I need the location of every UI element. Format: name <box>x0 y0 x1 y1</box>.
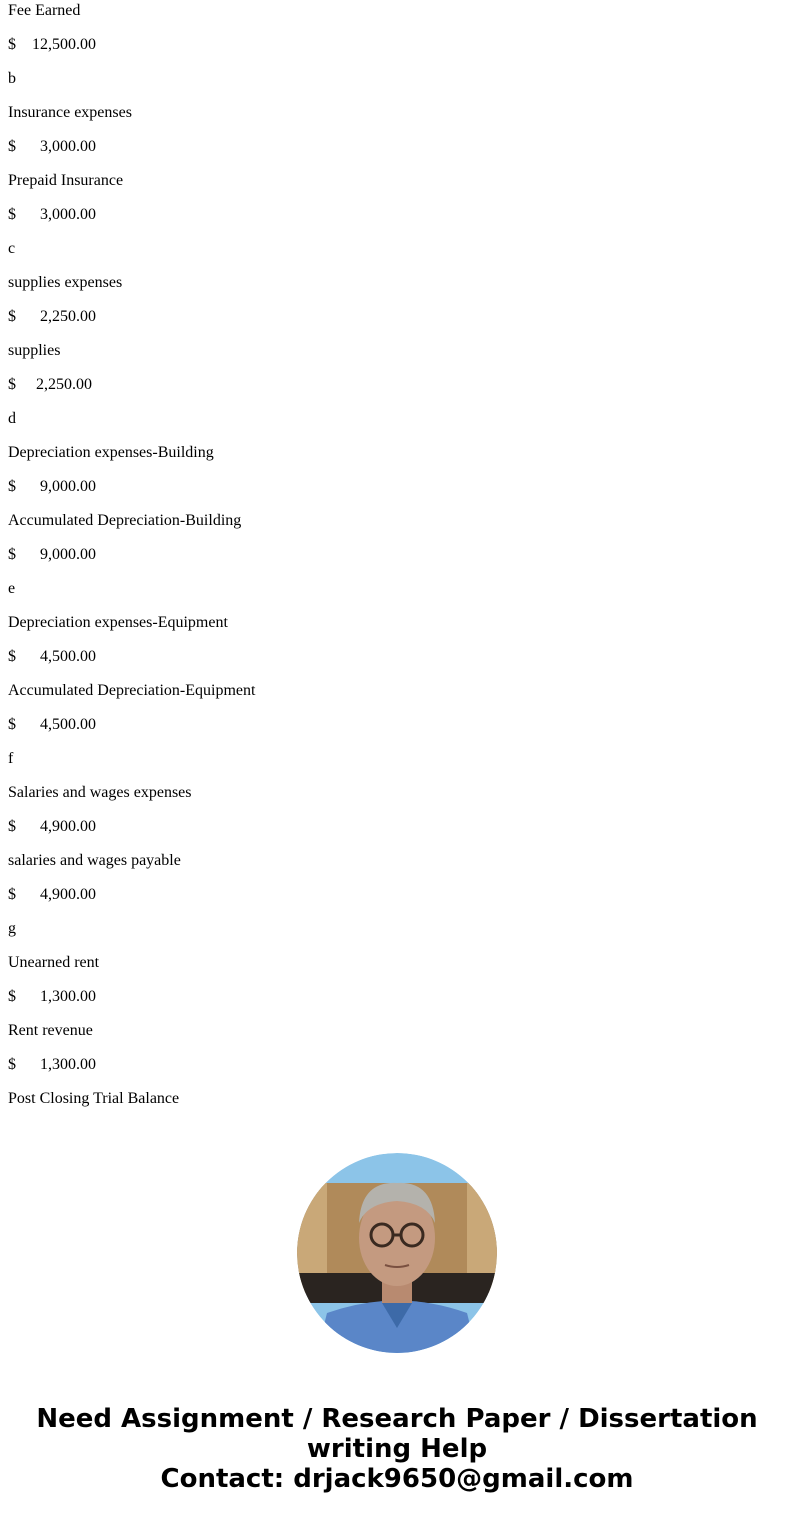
amount-line: $ 2,250.00 <box>8 376 92 393</box>
account-line: Accumulated Depreciation-Building <box>8 512 242 529</box>
entry-letter: g <box>8 920 16 937</box>
entry-letter: e <box>8 580 16 597</box>
entry-letter: f <box>8 750 14 767</box>
account-line: Salaries and wages expenses <box>8 784 192 801</box>
promo-line: Need Assignment / Research Paper / Dissertation <box>36 1404 758 1434</box>
section-heading: Post Closing Trial Balance <box>8 1090 180 1107</box>
amount-line: $ 4,900.00 <box>8 818 96 835</box>
account-line: supplies expenses <box>8 274 123 291</box>
journal-entries <box>8 0 788 1122</box>
account-line: Fee Earned <box>8 2 81 19</box>
amount-line: $ 9,000.00 <box>8 478 96 495</box>
account-line: Prepaid Insurance <box>8 172 124 189</box>
account-line: supplies <box>8 342 61 359</box>
contact-banner <box>0 1404 794 1494</box>
amount-line: $ 9,000.00 <box>8 546 96 563</box>
entry-letter: d <box>8 410 16 427</box>
account-line: Accumulated Depreciation-Equipment <box>8 682 256 699</box>
entry-letter: c <box>8 240 16 257</box>
amount-line: $ 4,500.00 <box>8 648 96 665</box>
author-photo <box>297 1153 497 1353</box>
contact-email[interactable]: Contact: drjack9650@gmail.com <box>160 1464 634 1494</box>
amount-line: $ 12,500.00 <box>8 36 96 53</box>
promo-line: writing Help <box>306 1434 488 1464</box>
amount-line: $ 4,500.00 <box>8 716 96 733</box>
amount-line: $ 1,300.00 <box>8 988 96 1005</box>
account-line: Insurance expenses <box>8 104 132 121</box>
amount-line: $ 2,250.00 <box>8 308 96 325</box>
amount-line: $ 1,300.00 <box>8 1056 96 1073</box>
account-line: Unearned rent <box>8 954 100 971</box>
account-line: Depreciation expenses-Building <box>8 444 214 461</box>
account-line: Depreciation expenses-Equipment <box>8 614 228 631</box>
account-line: Rent revenue <box>8 1022 93 1039</box>
account-line: salaries and wages payable <box>8 852 181 869</box>
amount-line: $ 3,000.00 <box>8 206 96 223</box>
amount-line: $ 4,900.00 <box>8 886 96 903</box>
amount-line: $ 3,000.00 <box>8 138 96 155</box>
entry-letter: b <box>8 70 16 87</box>
